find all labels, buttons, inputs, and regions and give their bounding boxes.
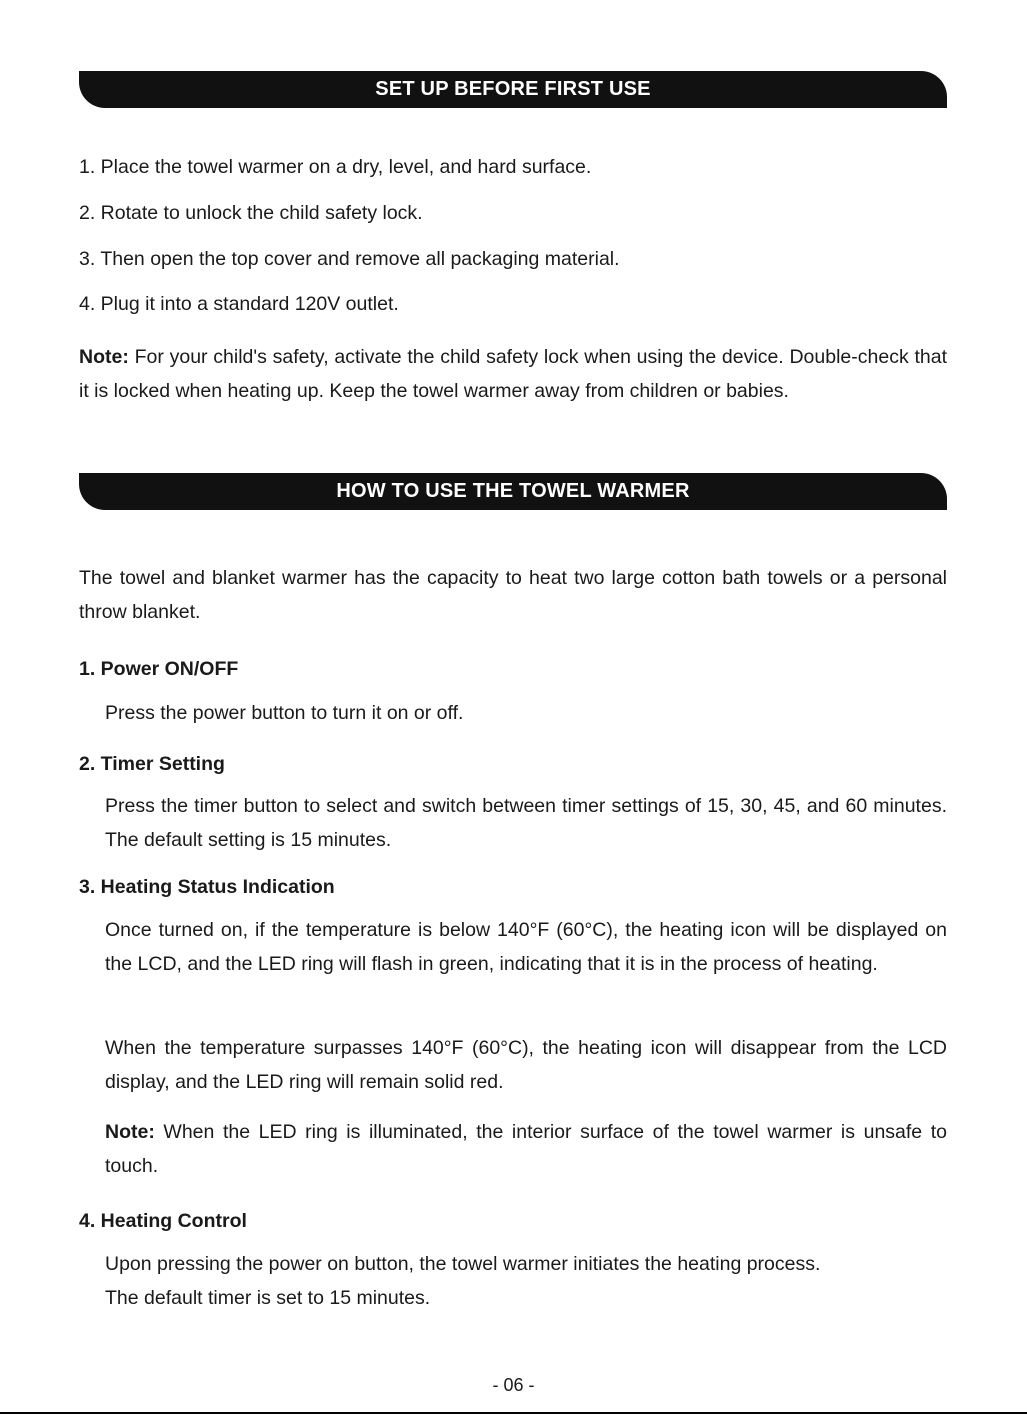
note-text: For your child's safety, activate the child safety lock when using the device. Double-check that it is locked when heating up. Keep the towel warmer away from children or babies. [79, 346, 947, 402]
note-label: Note: [79, 346, 129, 368]
item-heading-timer: 2. Timer Setting [79, 753, 225, 775]
setup-step-2: 2. Rotate to unlock the child safety lock. [79, 202, 423, 224]
setup-step-1: 1. Place the towel warmer on a dry, level, and hard surface. [79, 156, 592, 178]
setup-step-4: 4. Plug it into a standard 120V outlet. [79, 293, 399, 315]
item-text-heating-control: Upon pressing the power on button, the towel warmer initiates the heating process. [105, 1253, 821, 1275]
item-text-timer: Press the timer button to select and switch between timer settings of 15, 30, 45, and 60 minutes. The default setting is 15 minutes. [105, 795, 947, 851]
note-text: When the LED ring is illuminated, the interior surface of the towel warmer is unsafe to touch. [105, 1121, 947, 1177]
item-text-heating-status-2: When the temperature surpasses 140°F (60°C), the heating icon will disappear from the LCD display, and the LED ring will remain solid red. [105, 1037, 947, 1093]
item-text-heating-status: Once turned on, if the temperature is below 140°F (60°C), the heating icon will be displayed on the LCD, and the LED ring will flash in green, indicating that it is in the process of heating. [105, 919, 947, 975]
item-text-heating-control-2: The default timer is set to 15 minutes. [105, 1287, 431, 1309]
bottom-divider [0, 1412, 1027, 1414]
item-heading-heating-control: 4. Heating Control [79, 1210, 247, 1232]
section-title: SET UP BEFORE FIRST USE [375, 78, 651, 100]
item-heading-heating-status: 3. Heating Status Indication [79, 876, 335, 898]
item-note-heating-status [105, 1115, 947, 1183]
section-banner-how-to-use [79, 473, 947, 510]
setup-step-3: 3. Then open the top cover and remove all packaging material. [79, 248, 620, 270]
page-number: - 06 - [492, 1375, 535, 1395]
section-title: HOW TO USE THE TOWEL WARMER [336, 480, 690, 502]
setup-note [79, 340, 947, 408]
item-text-power: Press the power button to turn it on or off. [105, 702, 464, 724]
note-label: Note: [105, 1121, 155, 1143]
section-banner-setup [79, 71, 947, 108]
item-heading-power: 1. Power ON/OFF [79, 658, 239, 680]
how-to-use-intro: The towel and blanket warmer has the capacity to heat two large cotton bath towels or a personal throw blanket. [79, 567, 947, 623]
